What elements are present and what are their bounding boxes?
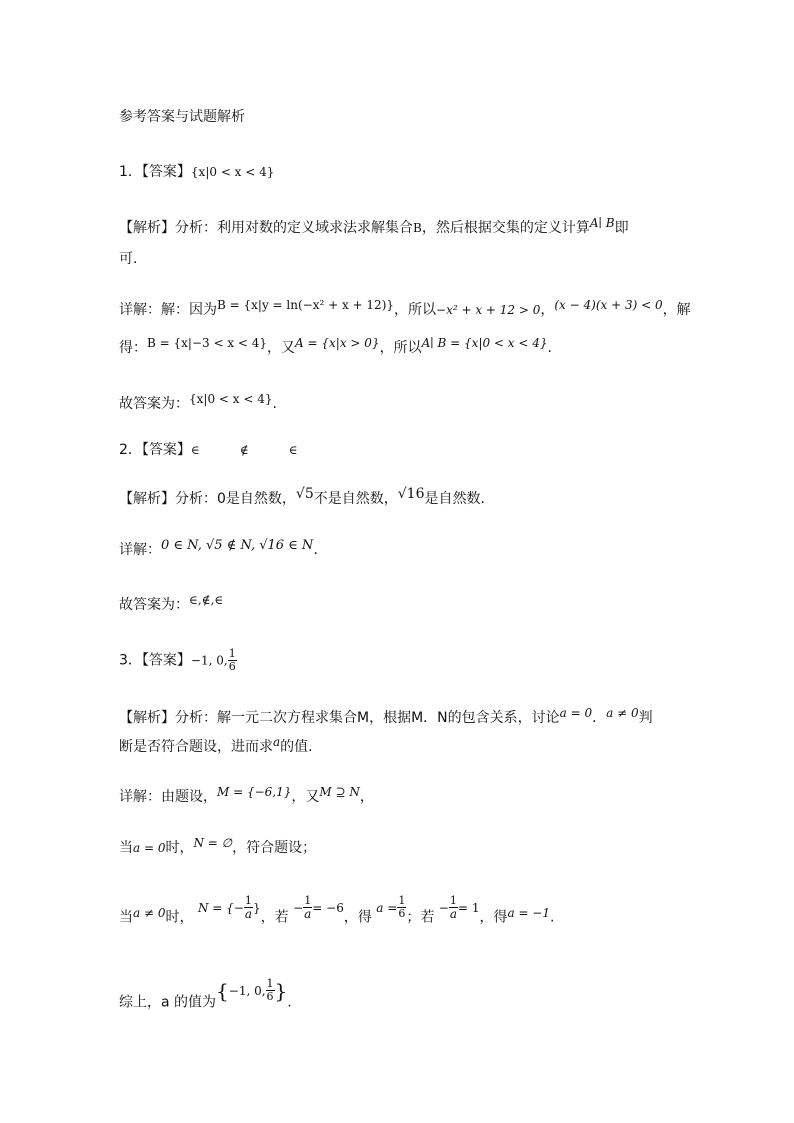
q3-summary: 综上，a 的值为{−1, 0, $\frac{1}{6}$ }. bbox=[119, 977, 292, 1011]
q3-answer-fraction: $\frac{1}{6}$ bbox=[228, 647, 236, 673]
q3-answer: 3．【答案】−1, 0, $\frac{1}{6}$ bbox=[119, 647, 236, 673]
q1-answer-value: {x|0 < x < 4} bbox=[190, 165, 275, 179]
q2-analysis: 【解析】分析：0是自然数，√5不是自然数，√16是自然数. bbox=[119, 486, 485, 507]
q1-analysis-line2: 可. bbox=[119, 251, 138, 267]
q3-case-zero: 当a = 0时，N = ∅，符合题设； bbox=[119, 836, 317, 856]
q1-analysis-line1: 【解析】分析：利用对数的定义域求法求解集合B，然后根据交集的定义计算A∣ B即 bbox=[119, 216, 629, 236]
q3-detail: 详解：由题设，M = {−6,1}，又M ⊇ N， bbox=[119, 785, 374, 805]
page-title: 参考答案与试题解析 bbox=[119, 109, 245, 125]
q3-analysis-line2: 断是否符合题设，进而求a的值. bbox=[119, 735, 313, 755]
q2-final: 故答案为：∈,∉,∈ bbox=[119, 593, 224, 613]
q1-detail-line2: 得：B = {x|−3 < x < 4}，又A = {x|x > 0}，所以A∣ B = {x|0 < x < 4}. bbox=[119, 336, 552, 356]
q3-case-nonzero: 当a ≠ 0时， N = {− $\frac{1}{a}$ }，若 − $\frac{1}{a}$ = −6，得 a = $\frac{1}{6}$ ；若 − $\frac{1}{a}$ = 1，得a = −1. bbox=[119, 894, 555, 926]
q1-answer bbox=[119, 162, 274, 182]
q1-final: 故答案为：{x|0 < x < 4}. bbox=[119, 392, 277, 412]
q1-detail-line1: 详解：解：因为B = {x|y = ln(−x² + x + 12)}，所以−x² + x + 12 > 0，(x − 4)(x + 3) < 0，解 bbox=[119, 298, 691, 318]
q2-detail: 详解：0 ∈ N, √5 ∉ N, √16 ∈ N. bbox=[119, 538, 318, 558]
q3-analysis-line1: 【解析】分析：解一元二次方程求集合M，根据M．N的包含关系，讨论a = 0．a ≠ 0判 bbox=[119, 706, 653, 726]
q2-answer: 2．【答案】∈ ∉ ∈ bbox=[119, 442, 298, 458]
q1-answer-head: 1．【答案】 bbox=[119, 164, 191, 180]
